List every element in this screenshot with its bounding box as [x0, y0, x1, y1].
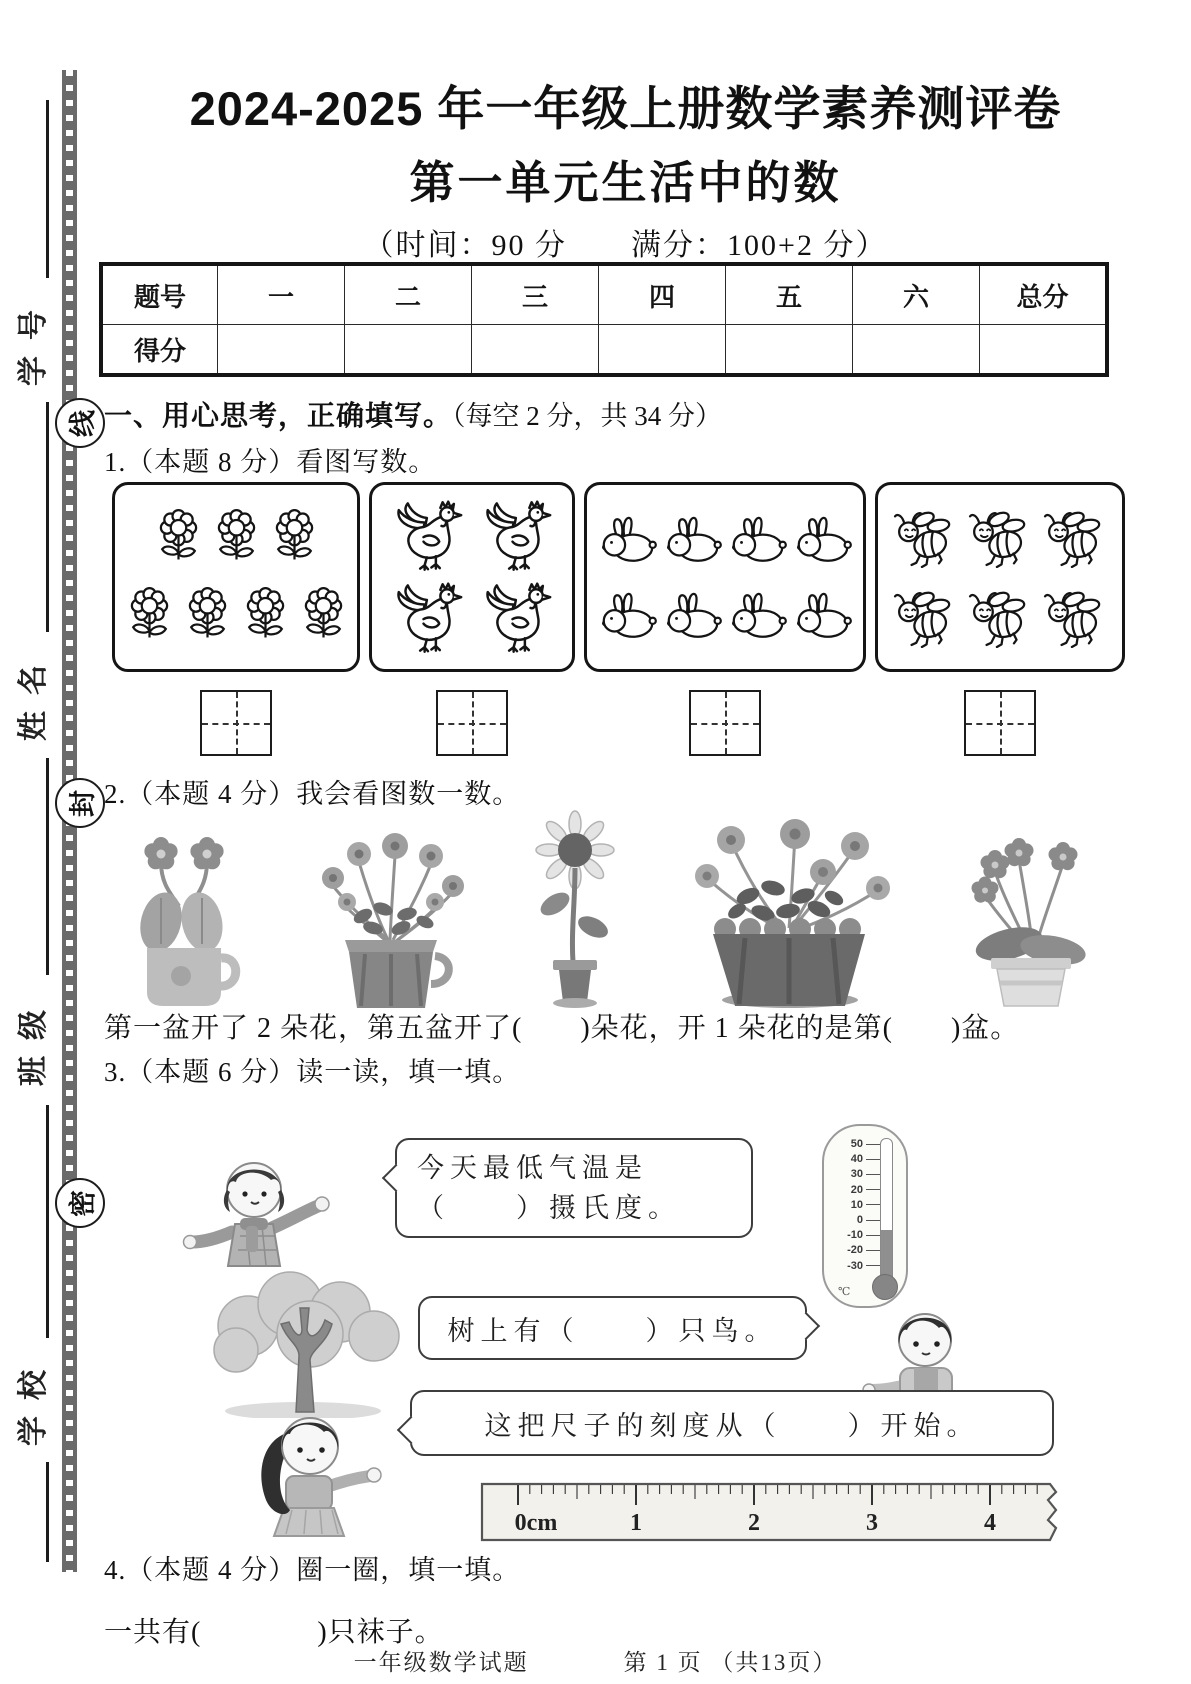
exam-info: （时间：90 分 满分：100+2 分）: [363, 229, 888, 262]
question1-answer-grids: [112, 690, 1125, 756]
score-table-score-cell-7: [980, 325, 1107, 375]
bee-icon: [1039, 586, 1111, 648]
score-table-score-cell-3: [472, 325, 599, 375]
flower-icon: [209, 508, 264, 568]
seal-stamp-mi-char: 密: [67, 1189, 98, 1217]
score-table: [100, 263, 1108, 376]
question2-fill-text: 第一盆开了 2 朵花，第五盆开了( )朵花，开 1 朵花的是第( )盆。: [104, 1013, 1020, 1044]
question1-picture-boxes: [112, 482, 1125, 672]
flower-icon: [122, 586, 177, 646]
ruler-label: 1: [630, 1510, 642, 1536]
seal-stamp-line: [55, 398, 105, 448]
seal-field-class-label: 班级: [17, 994, 50, 1086]
section-one-heading-row: [104, 394, 722, 434]
speech-bubble-temperature: [395, 1138, 753, 1238]
rabbit-icon: [792, 590, 854, 640]
thermometer-bulb: [872, 1274, 898, 1300]
flower-pot-3-illustration: [521, 810, 629, 1008]
bee-icon: [964, 506, 1036, 568]
question1-text: 1.（本题 8 分）看图写数。: [104, 447, 437, 477]
thermometer-scale-row: 0: [832, 1214, 880, 1226]
flower-icon: [296, 586, 351, 646]
thermometer-scale-row: 20: [832, 1184, 880, 1196]
footer-page-info: 第 1 页 （共13页）: [623, 1650, 838, 1675]
writing-grid: [689, 690, 761, 756]
speech-bubble-ruler: [410, 1390, 1054, 1456]
rabbit-icon: [792, 514, 854, 564]
q1-box-bees: [875, 482, 1125, 672]
score-table-corner: 题号: [102, 265, 218, 325]
score-table-col-7: 总分: [980, 265, 1107, 325]
ruler-illustration: [478, 1478, 1068, 1546]
score-table-score-cell-1: [218, 325, 345, 375]
flower-pot-1-illustration: [109, 826, 259, 1008]
flower-pot-4-illustration: [673, 810, 908, 1008]
seal-field-school: [4, 1345, 56, 1455]
seal-margin-line: [46, 758, 49, 975]
girl-ponytail-illustration: [228, 1402, 393, 1537]
q1-grid-cell: [369, 690, 575, 756]
seal-margin-line: [46, 402, 49, 632]
thermometer-scale-row: 30: [832, 1168, 880, 1180]
thermometer-scale-row: -30: [832, 1260, 880, 1272]
flower-pot-2-illustration: [303, 816, 478, 1008]
writing-grid: [436, 690, 508, 756]
score-table-col-5: 五: [726, 265, 853, 325]
thermometer-illustration: [822, 1124, 908, 1308]
thermometer-scale-row: -20: [832, 1244, 880, 1256]
rabbit-icon: [727, 590, 789, 640]
seal-field-school-label: 学校: [17, 1354, 50, 1446]
score-table-col-6: 六: [853, 265, 980, 325]
seal-margin-line: [46, 100, 49, 278]
paper-title: 2024-2025 年一年级上册数学素养测评卷: [189, 82, 1062, 135]
score-table-score-cell-4: [599, 325, 726, 375]
ruler-label: 2: [748, 1510, 760, 1536]
question3-illustration: [100, 1090, 1110, 1548]
rooster-icon: [474, 500, 560, 572]
rabbit-icon: [662, 590, 724, 640]
q1-box-roosters: [369, 482, 575, 672]
score-table-row-label: 得分: [102, 325, 218, 375]
seal-field-class: [4, 985, 56, 1095]
rabbit-icon: [662, 514, 724, 564]
bee-icon: [889, 586, 961, 648]
bubble-tail-icon: [382, 1164, 410, 1192]
seal-field-student-id: [4, 285, 56, 395]
seal-margin-line: [46, 1462, 49, 1562]
thermometer-unit: ℃: [838, 1286, 851, 1298]
ruler-label: 0cm: [514, 1510, 558, 1536]
section-one-heading: 一、用心思考，正确填写。: [104, 400, 453, 431]
question4-fill-text: 一共有( )只袜子。: [104, 1617, 444, 1648]
thermometer-scale-row: -10: [832, 1229, 880, 1241]
tree-illustration: [188, 1268, 428, 1418]
flower-icon: [238, 586, 293, 646]
score-table-score-cell-5: [726, 325, 853, 375]
thermometer-tube: [880, 1138, 893, 1278]
bubble-tail-icon: [792, 1312, 820, 1340]
question3-text: 3.（本题 6 分）读一读，填一填。: [104, 1057, 521, 1087]
seal-stamp-mi: [55, 1178, 105, 1228]
page-footer: [0, 1644, 1191, 1677]
bee-icon: [964, 586, 1036, 648]
score-table-col-1: 一: [218, 265, 345, 325]
question4-text: 4.（本题 4 分）圈一圈，填一填。: [104, 1555, 521, 1585]
speech-bubble-birds: [418, 1296, 807, 1360]
bubble-tail-icon: [397, 1416, 425, 1444]
bee-icon: [889, 506, 961, 568]
thermometer-scale-row: 50: [832, 1138, 880, 1150]
seal-stamp-feng-char: 封: [67, 789, 98, 817]
thermometer-scale-row: 40: [832, 1153, 880, 1165]
section-one-note: （每空 2 分，共 34 分）: [452, 401, 723, 431]
flower-icon: [267, 508, 322, 568]
rabbit-icon: [727, 514, 789, 564]
seal-stamp-feng: [55, 778, 105, 828]
seal-field-student-id-label: 学号: [17, 294, 50, 386]
q1-box-flowers: [112, 482, 360, 672]
flower-pot-5-illustration: [951, 820, 1106, 1008]
q1-grid-cell: [112, 690, 360, 756]
bubble1-line1: 今天最低气温是: [417, 1152, 648, 1183]
bubble3-text: 这把尺子的刻度从（ ）开始。: [484, 1410, 980, 1441]
score-table-col-2: 二: [345, 265, 472, 325]
seal-stamp-line-char: 线: [67, 409, 98, 437]
ruler-label: 3: [866, 1510, 878, 1536]
rooster-icon: [474, 582, 560, 654]
bee-icon: [1039, 506, 1111, 568]
rabbit-icon: [597, 590, 659, 640]
question2-pot-row: [105, 810, 1110, 1008]
flower-icon: [151, 508, 206, 568]
question2-text: 2.（本题 4 分）我会看图数一数。: [104, 779, 521, 809]
q1-grid-cell: [875, 690, 1125, 756]
bubble2-text: 树上有（ ）只鸟。: [447, 1315, 778, 1346]
score-table-col-4: 四: [599, 265, 726, 325]
score-table-col-3: 三: [472, 265, 599, 325]
rooster-icon: [385, 582, 471, 654]
bubble1-line2: （ ）摄氏度。: [417, 1193, 681, 1223]
writing-grid: [964, 690, 1036, 756]
unit-title: 第一单元生活中的数: [409, 157, 842, 208]
seal-margin-line: [46, 1105, 49, 1338]
score-table-score-cell-6: [853, 325, 980, 375]
q1-box-rabbits: [584, 482, 866, 672]
rabbit-icon: [597, 514, 659, 564]
flower-icon: [180, 586, 235, 646]
girl-scarf-illustration: [180, 1152, 340, 1272]
q1-grid-cell: [584, 690, 866, 756]
score-table-score-cell-2: [345, 325, 472, 375]
ruler-label: 4: [984, 1510, 996, 1536]
writing-grid: [200, 690, 272, 756]
seal-field-name-label: 姓名: [17, 649, 50, 741]
footer-doc-name: 一年级数学试题: [353, 1650, 529, 1675]
thermometer-scale-row: 10: [832, 1199, 880, 1211]
rooster-icon: [385, 500, 471, 572]
thermometer-mercury: [881, 1230, 892, 1277]
seal-field-name: [4, 640, 56, 750]
